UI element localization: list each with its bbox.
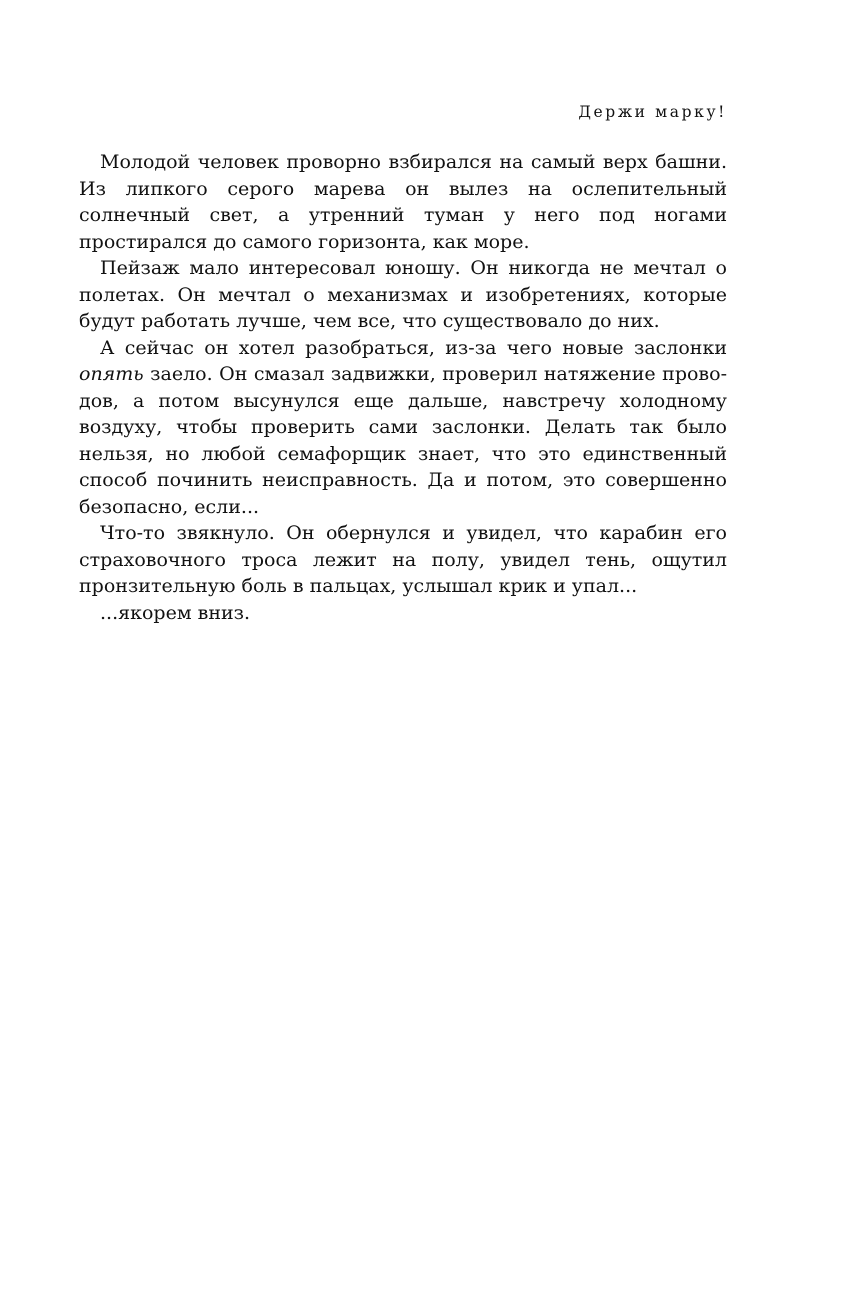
running-head: Держи марку! (578, 103, 727, 121)
paragraph-3-emphasis: опять (79, 363, 144, 385)
paragraph-4: Что-то звякнуло. Он обернулся и увидел, что карабин его страховочного троса лежит на полу, увидел тень, ощутил пронзительную боль в пальцах, услышал крик и упал... (79, 522, 727, 597)
paragraph-3-rest: заело. Он смазал задвижки, проверил натяжение проводов, а потом высунулся еще дальше, навстречу холодному воздуху, чтобы проверить сами заслонки. Делать так было нельзя, но любой семафорщик знает, что это единственный способ починить неисправность. Да и потом, это совершенно безопасно, если... (79, 363, 727, 518)
paragraph-2: Пейзаж мало интересовал юношу. Он никогда не мечтал о полетах. Он мечтал о механизмах и изобретениях, которые будут работать лучше, чем все, что существовало до них. (79, 257, 727, 332)
body-text (79, 149, 727, 626)
paragraph-1: Молодой человек проворно взбирался на самый верх башни. Из липкого серого марева он вылез на ослепительный солнечный свет, а утренний туман у него под ногами простирался до самого горизонта, как море. (79, 151, 727, 253)
paragraph-3 (79, 335, 727, 521)
paragraph-5: ...якорем вниз. (100, 601, 251, 624)
paragraph-3-lead: А сейчас он хотел разобраться, из-за чего новые заслонки (100, 336, 727, 359)
